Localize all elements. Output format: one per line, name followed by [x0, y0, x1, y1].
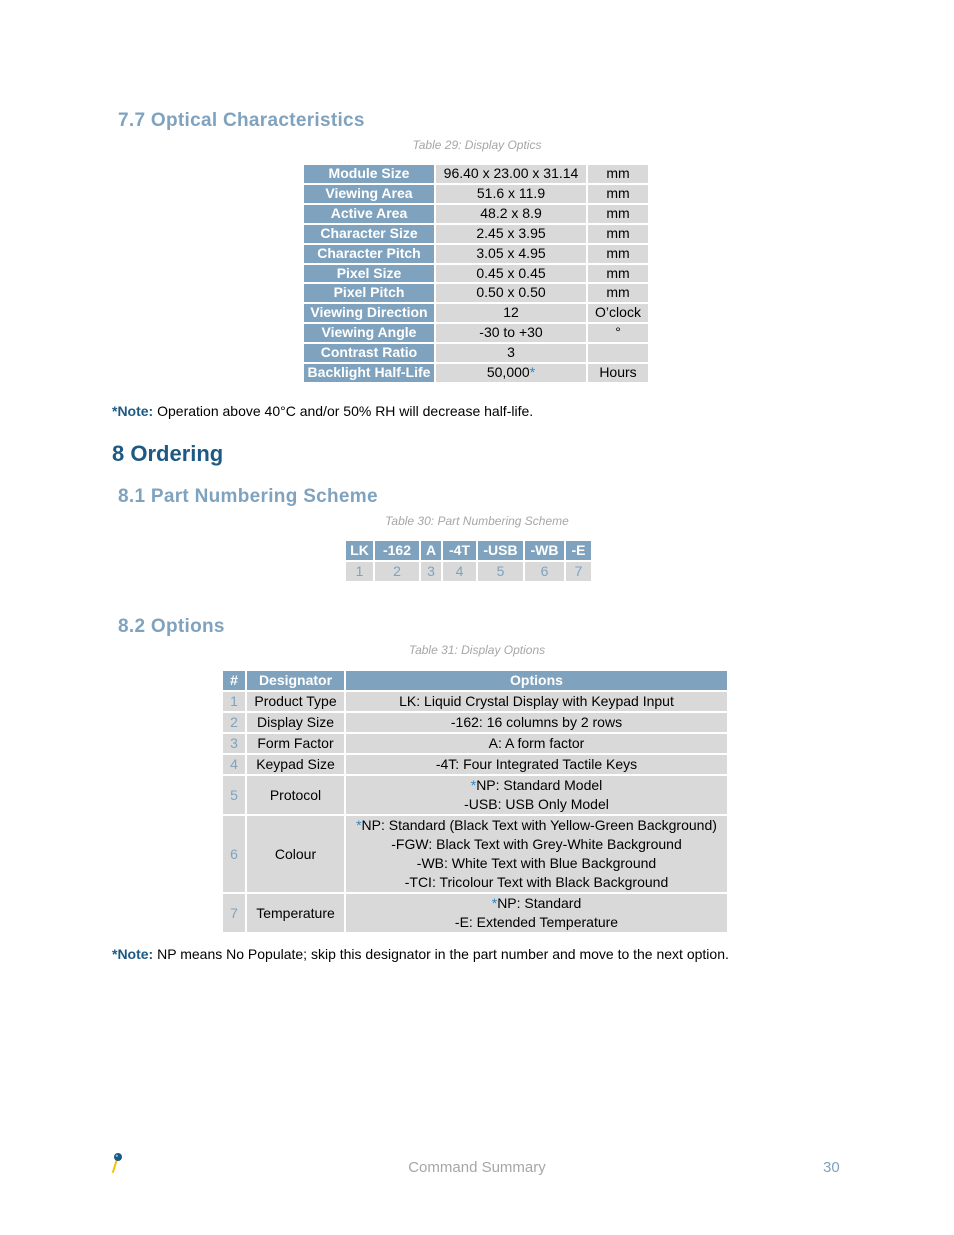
option-line-text: -USB: USB Only Model [464, 796, 609, 812]
optics-row [304, 324, 648, 342]
option-line [346, 835, 727, 854]
optics-row [304, 185, 648, 203]
part-number-cell: 2 [375, 562, 419, 581]
part-code-cell: -E [566, 541, 591, 560]
option-line-text: NP: Standard [497, 895, 582, 911]
part-number-cell: 1 [346, 562, 373, 581]
note-text: Operation above 40°C and/or 50% RH will decrease half-life. [153, 403, 534, 419]
optics-row [304, 165, 648, 183]
optics-value [436, 245, 586, 263]
options-designator: Product Type [247, 692, 344, 711]
optics-value [436, 344, 586, 362]
note-label: *Note: [112, 403, 154, 419]
optics-value-text: 0.50 x 0.50 [476, 284, 546, 301]
part-code-cell: LK [346, 541, 373, 560]
optics-label: Pixel Pitch [304, 284, 434, 302]
part-number-cell: 7 [566, 562, 591, 581]
options-row [223, 692, 727, 711]
optics-unit: mm [588, 245, 648, 263]
options-values [346, 734, 727, 753]
options-designator: Keypad Size [247, 755, 344, 774]
options-values [346, 816, 727, 892]
optics-label: Backlight Half-Life [304, 364, 434, 382]
optics-row [304, 344, 648, 362]
option-line [346, 692, 727, 711]
table-30-caption: Table 30: Part Numbering Scheme [385, 514, 569, 528]
option-line [346, 873, 727, 892]
part-number-cell: 4 [443, 562, 476, 581]
options-row-number: 4 [223, 755, 245, 774]
optics-row [304, 205, 648, 223]
optics-label: Viewing Direction [304, 304, 434, 322]
optics-unit: mm [588, 225, 648, 243]
option-line-text: A: A form factor [488, 735, 585, 751]
part-code-cell: -USB [478, 541, 523, 560]
part-number-cell: 3 [421, 562, 441, 581]
optics-label: Pixel Size [304, 265, 434, 283]
part-code-cell: -WB [525, 541, 564, 560]
options-header-options: Options [346, 671, 727, 690]
optics-row [304, 225, 648, 243]
part-code-cell: -162 [375, 541, 419, 560]
option-line-text: -TCI: Tricolour Text with Black Background [404, 874, 669, 890]
section-8-2-heading: 8.2 Options [118, 616, 225, 637]
option-line [346, 894, 727, 913]
optics-label: Viewing Angle [304, 324, 434, 342]
note-label: *Note: [112, 946, 154, 962]
options-row [223, 734, 727, 753]
optics-unit: mm [588, 265, 648, 283]
section-8-heading: 8 Ordering [112, 441, 224, 466]
option-line [346, 776, 727, 795]
option-line [346, 816, 727, 835]
option-line-text: NP: Standard (Black Text with Yellow-Green Background) [361, 817, 717, 833]
options-header-number: # [223, 671, 245, 690]
options-row [223, 816, 727, 892]
optics-label: Character Size [304, 225, 434, 243]
part-number-cell: 5 [478, 562, 523, 581]
table-31-caption: Table 31: Display Options [408, 643, 546, 657]
optics-row [304, 265, 648, 283]
optics-value-text: 12 [503, 304, 519, 321]
options-row [223, 894, 727, 932]
optics-unit: ° [588, 324, 648, 342]
options-designator: Temperature [247, 894, 344, 932]
optics-value [436, 364, 586, 382]
optics-label: Viewing Area [304, 185, 434, 203]
optics-value-text: 51.6 x 11.9 [476, 184, 546, 201]
optics-unit: O’clock [588, 304, 648, 322]
option-line-text: -E: Extended Temperature [454, 914, 619, 930]
optics-value [436, 165, 586, 183]
optics-value [436, 324, 586, 342]
optics-value-text: 48.2 x 8.9 [480, 204, 542, 221]
optics-value [436, 185, 586, 203]
optics-unit [588, 344, 648, 362]
part-code-cell: A [421, 541, 441, 560]
optics-value [436, 225, 586, 243]
optics-value [436, 205, 586, 223]
optics-label: Active Area [304, 205, 434, 223]
option-line [346, 795, 727, 814]
optics-unit: mm [588, 165, 648, 183]
half-life-note [112, 403, 533, 419]
options-row-number: 3 [223, 734, 245, 753]
option-line [346, 713, 727, 732]
option-line-text: -FGW: Black Text with Grey-White Background [391, 836, 682, 852]
footer-title: Command Summary [408, 1159, 546, 1176]
optics-row [304, 304, 648, 322]
option-line-text: NP: Standard Model [476, 777, 603, 793]
asterisk-marker: * [356, 817, 362, 833]
options-designator: Protocol [247, 776, 344, 814]
optics-value [436, 284, 586, 302]
part-number-cell: 6 [525, 562, 564, 581]
option-line-text: -WB: White Text with Blue Background [416, 855, 657, 871]
table-29-caption: Table 29: Display Optics [412, 138, 542, 152]
option-line-text: LK: Liquid Crystal Display with Keypad Input [399, 693, 674, 709]
options-row [223, 776, 727, 814]
optics-value-text: 3.05 x 4.95 [476, 244, 546, 261]
options-values [346, 713, 727, 732]
option-line-text: -4T: Four Integrated Tactile Keys [435, 756, 638, 772]
options-designator: Colour [247, 816, 344, 892]
options-row-number: 6 [223, 816, 245, 892]
optics-value-text: 3 [507, 344, 515, 361]
asterisk-marker: * [491, 895, 498, 911]
optics-value-text: 0.45 x 0.45 [476, 264, 546, 281]
asterisk-marker: * [470, 777, 477, 793]
optics-label: Contrast Ratio [304, 344, 434, 362]
optics-value-text: 96.40 x 23.00 x 31.14 [443, 165, 579, 181]
options-designator: Display Size [247, 713, 344, 732]
option-line [346, 913, 727, 932]
options-values [346, 776, 727, 814]
options-row-number: 1 [223, 692, 245, 711]
optics-value-text: -30 to +30 [479, 324, 543, 341]
options-header-designator: Designator [247, 671, 344, 690]
optics-row [304, 245, 648, 263]
option-line-text: -162: 16 columns by 2 rows [450, 714, 623, 730]
no-populate-note [112, 946, 729, 962]
options-row-number: 2 [223, 713, 245, 732]
optics-unit: mm [588, 205, 648, 223]
optics-unit: mm [588, 284, 648, 302]
options-row-number: 7 [223, 894, 245, 932]
option-line [346, 854, 727, 873]
display-options-table [221, 669, 729, 934]
optics-unit: Hours [588, 364, 648, 382]
optics-value-text: 2.45 x 3.95 [476, 224, 546, 241]
options-row [223, 713, 727, 732]
options-row-number: 5 [223, 776, 245, 814]
optics-value [436, 304, 586, 322]
display-optics-table [302, 163, 650, 384]
note-text: NP means No Populate; skip this designator in the part number and move to the next option. [153, 946, 729, 962]
optics-value-text: 50,000 [486, 364, 530, 381]
optics-row [304, 364, 648, 382]
asterisk-marker: * [529, 364, 536, 381]
options-row [223, 755, 727, 774]
optics-label: Module Size [304, 165, 434, 183]
options-designator: Form Factor [247, 734, 344, 753]
section-8-1-heading: 8.1 Part Numbering Scheme [118, 486, 378, 507]
options-values [346, 894, 727, 932]
optics-value [436, 265, 586, 283]
option-line [346, 755, 727, 774]
section-7-7-heading: 7.7 Optical Characteristics [118, 110, 365, 131]
options-values [346, 692, 727, 711]
optics-row [304, 284, 648, 302]
part-numbering-table [344, 539, 593, 583]
part-code-cell: -4T [443, 541, 476, 560]
option-line [346, 734, 727, 753]
page-number: 30 [823, 1159, 840, 1176]
options-values [346, 755, 727, 774]
optics-unit: mm [588, 185, 648, 203]
optics-label: Character Pitch [304, 245, 434, 263]
